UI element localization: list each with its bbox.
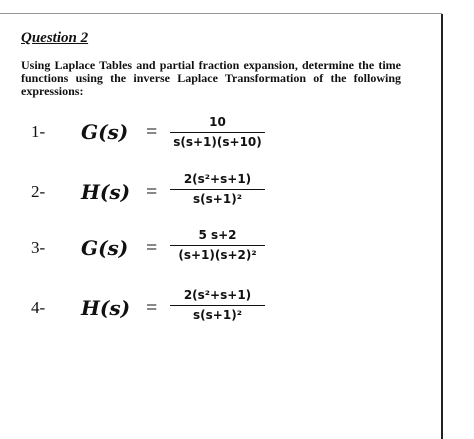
denominator: s(s+1)²	[170, 189, 265, 207]
equals-sign: =	[146, 121, 158, 143]
function-name: H(s)	[81, 180, 131, 204]
denominator: s(s+1)(s+10)	[170, 132, 265, 150]
function-name: H(s)	[81, 296, 131, 320]
problem-number: 3-	[31, 238, 46, 257]
problem-4	[21, 288, 421, 338]
numerator: 5 s+2	[198, 228, 237, 242]
numerator: 2(s²+s+1)	[183, 288, 252, 302]
equals-sign: =	[146, 237, 158, 259]
fraction	[170, 115, 265, 150]
problem-number: 2-	[31, 182, 46, 201]
function-name: G(s)	[81, 236, 129, 260]
equals-sign: =	[146, 297, 158, 319]
numerator: 2(s²+s+1)	[183, 172, 252, 186]
problem-2	[21, 172, 421, 222]
denominator: s(s+1)²	[170, 305, 265, 323]
question-instructions: Using Laplace Tables and partial fraction expansion, determine the time functions using the inverse Laplace Transformation of the following expressions:	[21, 58, 401, 98]
page-top-border	[0, 13, 442, 14]
problem-number: 4-	[31, 298, 46, 317]
function-name: G(s)	[81, 120, 129, 144]
problem-1	[21, 112, 421, 162]
fraction	[170, 172, 265, 207]
page-right-border	[441, 14, 443, 439]
numerator: 10	[209, 115, 226, 129]
equals-sign: =	[146, 181, 158, 203]
question-title: Question 2	[21, 30, 89, 46]
fraction	[170, 288, 265, 323]
problem-number: 1-	[31, 122, 46, 141]
fraction	[170, 228, 265, 263]
problem-3	[21, 228, 421, 278]
denominator: (s+1)(s+2)²	[170, 245, 265, 263]
